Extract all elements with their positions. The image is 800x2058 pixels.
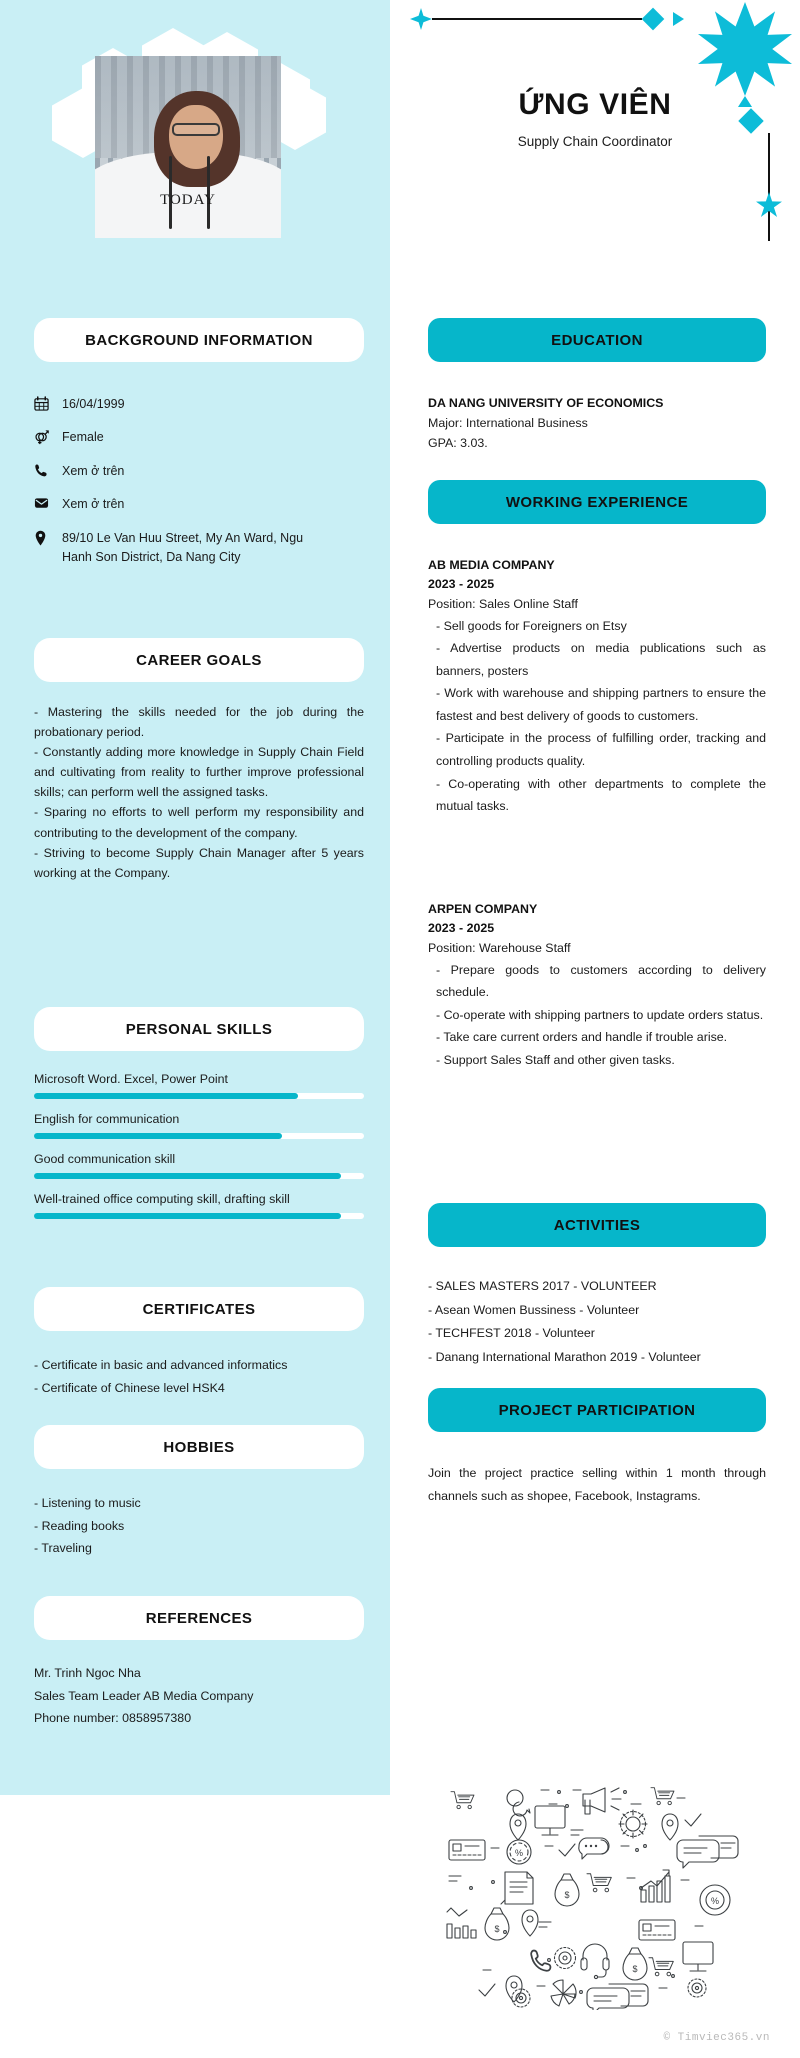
project-text: Join the project practice selling within 1 month through channels such as shopee, Facebook, Instagrams.: [428, 1466, 766, 1503]
section-header-personal-skills: [34, 1007, 364, 1051]
info-value: Xem ở trên: [62, 497, 125, 512]
activities-list: [428, 1275, 766, 1369]
skill-progress-track: [34, 1093, 364, 1099]
location-icon: [34, 529, 62, 546]
career-goal-paragraph: - Striving to become Supply Chain Manager after 5 years working at the Company.: [34, 845, 364, 880]
skill-item: [34, 1072, 364, 1099]
section-title: PERSONAL SKILLS: [125, 1020, 273, 1038]
footer-watermark: © Timviec365.vn: [663, 2032, 770, 2044]
job-position: Position: Sales Online Staff: [428, 597, 578, 612]
skill-item: [34, 1192, 364, 1219]
certificate-item: - Certificate of Chinese level HSK4: [34, 1380, 225, 1395]
skill-label: Good communication skill: [34, 1152, 176, 1166]
info-row-birthdate: [34, 395, 364, 414]
skill-progress-fill: [34, 1093, 298, 1099]
career-goals-body: [34, 702, 364, 883]
skill-progress-track: [34, 1173, 364, 1179]
section-title: EDUCATION: [551, 331, 643, 349]
section-header-working-experience: [428, 480, 766, 524]
education-major: Major: International Business: [428, 416, 588, 431]
right-content: [390, 0, 800, 2058]
job-entry-arpen: [428, 900, 766, 1071]
job-duty: - Prepare goods to customers according to delivery schedule.: [436, 962, 766, 1000]
section-header-career-goals: [34, 638, 364, 682]
job-duty: - Work with warehouse and shipping partners to ensure the fastest and best delivery of goods to customers.: [436, 686, 766, 723]
hobbies-list: [34, 1492, 364, 1560]
section-title: ACTIVITIES: [553, 1216, 641, 1234]
references-list: [34, 1662, 364, 1730]
job-title: Supply Chain Coordinator: [517, 134, 673, 149]
info-value: Female: [62, 430, 104, 445]
reference-line: Sales Team Leader AB Media Company: [34, 1688, 254, 1703]
section-title: CAREER GOALS: [136, 651, 262, 669]
business-icons-cluster: [445, 1780, 745, 2010]
info-row-email[interactable]: [34, 495, 364, 514]
left-sidebar: [0, 0, 390, 1795]
section-header-hobbies: [34, 1425, 364, 1469]
section-header-education: [428, 318, 766, 362]
skill-item: [34, 1152, 364, 1179]
career-goal-paragraph: - Constantly adding more knowledge in Supply Chain Field and cultivating from reality to further improve professional skills; can perform well the assigned tasks.: [34, 745, 364, 800]
background-information-list: [34, 395, 364, 581]
hobby-item: - Traveling: [34, 1541, 92, 1556]
info-row-address: [34, 529, 364, 568]
activity-item: - Danang International Marathon 2019 - Volunteer: [428, 1349, 701, 1364]
personal-skills-list: [34, 1072, 364, 1232]
section-title: REFERENCES: [145, 1609, 253, 1627]
diamond-icon: [642, 8, 665, 31]
education-school: DA NANG UNIVERSITY OF ECONOMICS: [428, 396, 664, 410]
section-title: PROJECT PARTICIPATION: [498, 1401, 696, 1419]
job-position: Position: Warehouse Staff: [428, 941, 571, 956]
job-duty: - Take care current orders and handle if trouble arise.: [436, 1030, 728, 1045]
job-duty: - Support Sales Staff and other given tasks.: [436, 1052, 675, 1067]
section-title: HOBBIES: [163, 1438, 235, 1456]
starburst-icon: [698, 2, 792, 96]
avatar-shirt-text: TODAY: [160, 191, 216, 208]
svg-text:%: %: [710, 1896, 720, 1906]
section-header-activities: [428, 1203, 766, 1247]
section-title: WORKING EXPERIENCE: [505, 493, 689, 511]
page-title: ỨNG VIÊN: [518, 88, 672, 121]
info-row-gender: [34, 428, 364, 447]
skill-label: Well-trained office computing skill, drafting skill: [34, 1192, 290, 1206]
job-company: ARPEN COMPANY: [428, 902, 538, 916]
skill-progress-track: [34, 1213, 364, 1219]
job-duty: - Co-operate with shipping partners to update orders status.: [436, 1007, 764, 1022]
section-header-background-information: [34, 318, 364, 362]
info-row-phone[interactable]: [34, 462, 364, 481]
header-vertical-line: [768, 133, 770, 241]
skill-label: Microsoft Word. Excel, Power Point: [34, 1072, 228, 1086]
calendar-icon: [34, 395, 62, 411]
job-period: 2023 - 2025: [428, 577, 495, 592]
hobby-item: - Reading books: [34, 1518, 125, 1533]
education-gpa: GPA: 3.03.: [428, 436, 488, 451]
education-body: [428, 394, 766, 453]
skill-progress-fill: [34, 1173, 341, 1179]
info-value: Xem ở trên: [62, 463, 125, 478]
section-header-references: [34, 1596, 364, 1640]
certificate-item: - Certificate in basic and advanced informatics: [34, 1358, 288, 1372]
career-goal-paragraph: - Mastering the skills needed for the job during the probationary period.: [34, 705, 364, 740]
svg-text:$: $: [632, 1964, 638, 1974]
skill-label: English for communication: [34, 1112, 180, 1126]
project-participation-body: [428, 1462, 766, 1507]
career-goal-paragraph: - Sparing no efforts to well perform my responsibility and contributing to the development of the company.: [34, 805, 364, 840]
reference-line: Phone number: 0858957380: [34, 1711, 192, 1726]
job-duty: - Sell goods for Foreigners on Etsy: [436, 618, 627, 633]
section-title: BACKGROUND INFORMATION: [85, 331, 313, 349]
avatar: [95, 56, 281, 238]
job-company: AB MEDIA COMPANY: [428, 558, 555, 572]
job-duty: - Advertise products on media publications such as banners, posters: [436, 641, 766, 678]
job-duty: - Co-operating with other departments to complete the mutual tasks.: [436, 776, 766, 814]
triangle-right-icon: [673, 12, 684, 26]
section-header-project-participation: [428, 1388, 766, 1432]
svg-text:$: $: [564, 1890, 570, 1900]
skill-progress-track: [34, 1133, 364, 1139]
job-duty: - Participate in the process of fulfilling order, tracking and controlling products quality.: [436, 731, 766, 768]
job-period: 2023 - 2025: [428, 921, 495, 936]
phone-icon: [34, 462, 62, 478]
certificates-list: [34, 1354, 364, 1399]
email-icon: [34, 495, 62, 510]
svg-text:$: $: [494, 1924, 500, 1934]
skill-item: [34, 1112, 364, 1139]
skill-progress-fill: [34, 1213, 341, 1219]
info-value: 16/04/1999: [62, 397, 125, 411]
activity-item: - TECHFEST 2018 - Volunteer: [428, 1326, 595, 1341]
skill-progress-fill: [34, 1133, 282, 1139]
hobby-item: - Listening to music: [34, 1496, 141, 1510]
info-value: 89/10 Le Van Huu Street, My An Ward, Ngu Hanh Son District, Da Nang City: [62, 530, 304, 564]
four-point-star-icon: [410, 8, 432, 30]
activity-item: - SALES MASTERS 2017 - VOLUNTEER: [428, 1279, 657, 1293]
activity-item: - Asean Women Bussiness - Volunteer: [428, 1302, 640, 1317]
svg-text:%: %: [514, 1848, 524, 1858]
job-entry-ab-media: [428, 556, 766, 818]
gender-icon: [34, 428, 62, 445]
section-title: CERTIFICATES: [142, 1300, 256, 1318]
reference-line: Mr. Trinh Ngoc Nha: [34, 1666, 141, 1680]
header-divider-line: [432, 18, 642, 20]
section-header-certificates: [34, 1287, 364, 1331]
